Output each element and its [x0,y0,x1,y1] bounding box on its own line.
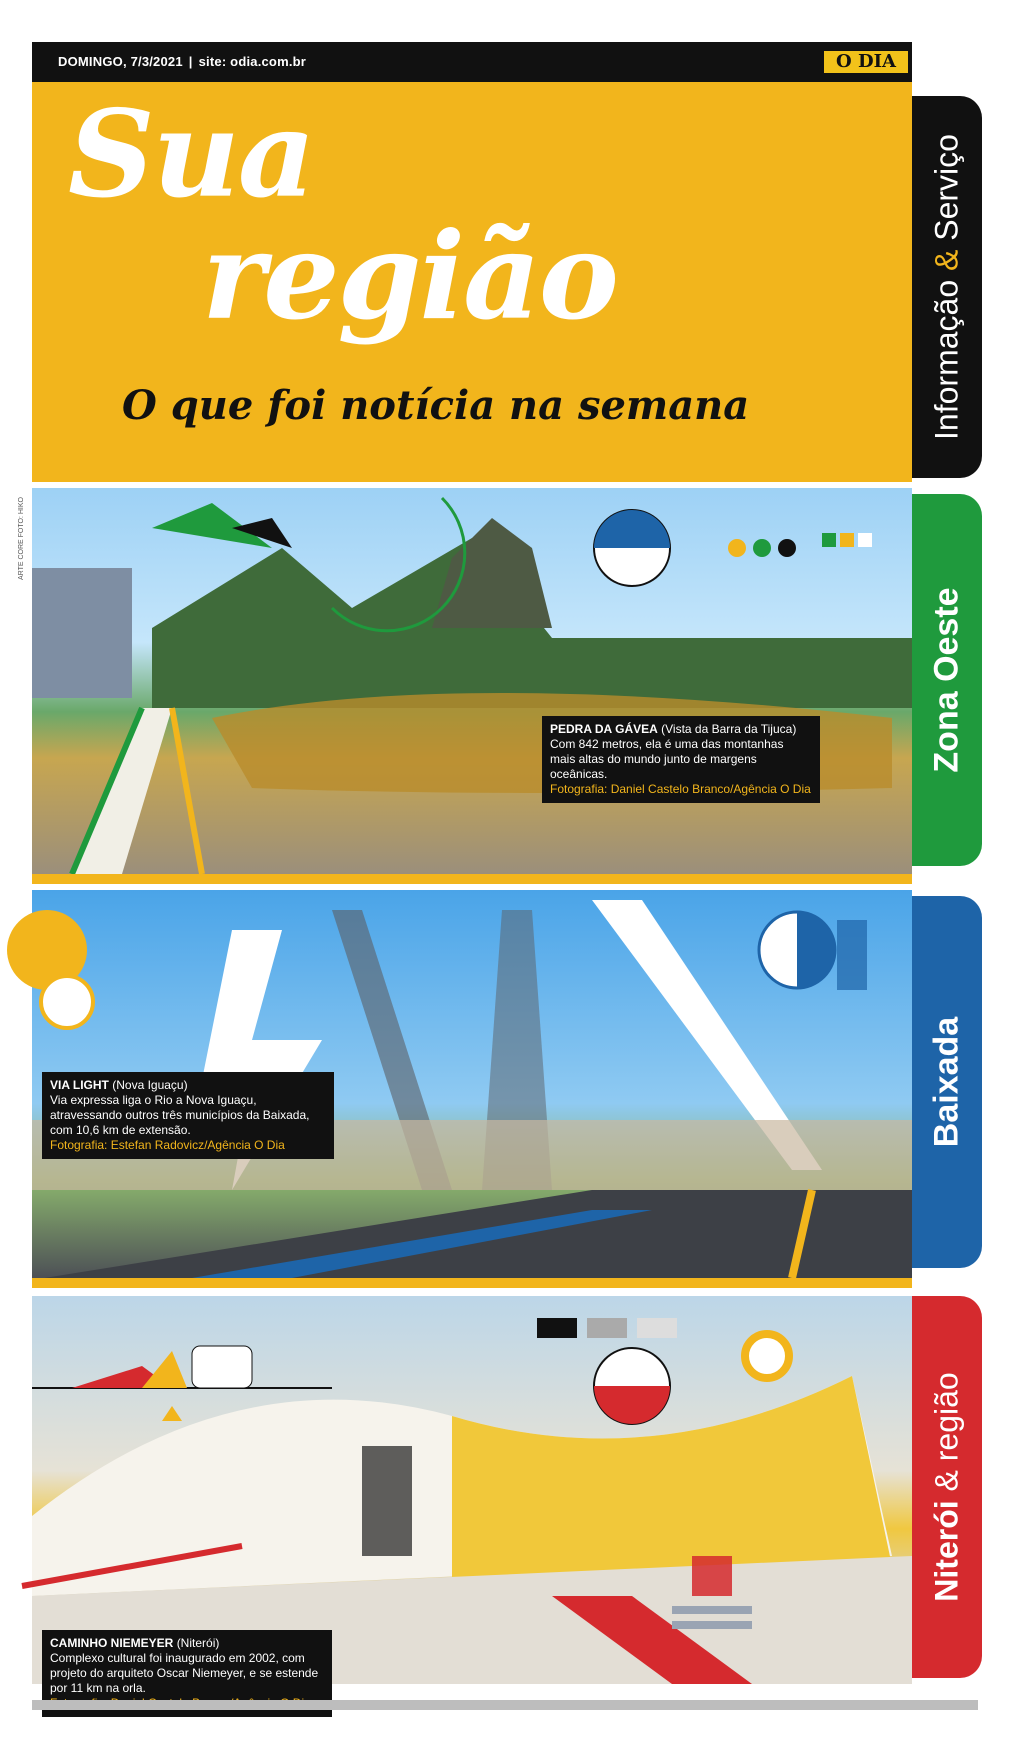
divider [32,1278,912,1288]
striped-square-icon [692,1556,732,1596]
caption-title: PEDRA DA GÁVEA [550,722,658,736]
black-dot-icon [778,539,796,557]
striped-bars-icon [837,920,867,990]
info-amp: & [928,249,965,271]
building-shape [32,568,132,698]
yellow-shape-icon [142,1351,187,1388]
photo-zona-oeste [32,488,912,874]
caption-photo-credit: Fotografia: Estefan Radovicz/Agência O Dia [50,1138,285,1152]
site-label: site: [198,54,227,69]
caption-via-light [42,1072,334,1159]
square-icon [822,533,836,547]
odia-logo: O DIA [822,49,910,75]
caption-title: VIA LIGHT [50,1078,109,1092]
green-dot-icon [753,539,771,557]
date: DOMINGO, 7/3/2021 [58,54,183,69]
title-line-2: região [202,206,617,347]
caption-title: CAMINHO NIEMEYER [50,1636,174,1650]
tab-zona-oeste[interactable] [912,494,982,866]
caption-photo-credit: Fotografia: Daniel Castelo Branco/Agência O Dia [550,782,811,796]
top-bar [32,42,912,82]
traffic-sign-icon [41,976,93,1028]
swatch-icon [637,1318,677,1338]
caption-text: Complexo cultural foi inaugurado em 2002, com projeto do arquiteto Oscar Niemeyer, e se estende por 11 km na orla. [50,1651,319,1695]
masthead [32,82,912,482]
title-line-1: Sua [68,84,314,225]
zona-oeste-illustration [32,488,912,874]
tab-niteroi-regiao[interactable] [912,1296,982,1678]
tab-zona-oeste-label: Zona Oeste [927,587,966,773]
yellow-wall-shape [452,1376,892,1586]
sun-icon [745,1334,789,1378]
tab-baixada-label: Baixada [927,1016,966,1148]
square-icon [858,533,872,547]
half-circle-fill [797,912,835,988]
caption-pedra-da-gavea [542,716,820,803]
subtitle: O que foi notícia na semana [122,382,750,429]
caption-location: (Niterói) [176,1636,220,1650]
white-block-icon [192,1346,252,1388]
yellow-triangle-icon [162,1406,182,1421]
footer-bar [32,1700,978,1710]
divider [32,874,912,884]
regiao-word: & região [928,1372,965,1492]
tab-niteroi-label [929,1372,966,1601]
tab-informacao-label [929,134,966,440]
caption-text: Com 842 metros, ela é uma das montanhas mais altas do mundo junto de margens oceânicas. [550,737,784,781]
tab-informacao-servico[interactable] [912,96,982,478]
stripe-icon [672,1621,752,1629]
info-word-2: Serviço [928,134,965,241]
stripe-icon [672,1606,752,1614]
site-url[interactable]: odia.com.br [230,54,307,69]
half-circle-fill [594,510,670,548]
swatch-icon [537,1318,577,1338]
caption-location: (Nova Iguaçu) [112,1078,188,1092]
swatch-icon [587,1318,627,1338]
dateline: DOMINGO, 7/3/2021 | site: odia.com.br [58,54,307,69]
niteroi-illustration [32,1296,912,1684]
square-icon [840,533,854,547]
photo-niteroi [32,1296,912,1695]
yellow-line [172,708,202,874]
niteroi-word: Niterói [928,1500,965,1602]
side-credit: ARTE CORE FOTO: HIKO [18,497,25,580]
caption-location: (Vista da Barra da Tijuca) [661,722,797,736]
yellow-dot-icon [728,539,746,557]
walkway-shape [72,708,172,874]
caption-text: Via expressa liga o Rio a Nova Iguaçu, atravessando outros três municípios da Baixada, com 10,6 km de extensão. [50,1093,310,1137]
half-circle-fill [594,1386,670,1424]
info-word-1: Informação [928,279,965,440]
doorway-shape [362,1446,412,1556]
tab-baixada[interactable] [912,896,982,1268]
photo-baixada [32,890,912,1278]
pedra-da-gavea-shape [432,518,552,628]
